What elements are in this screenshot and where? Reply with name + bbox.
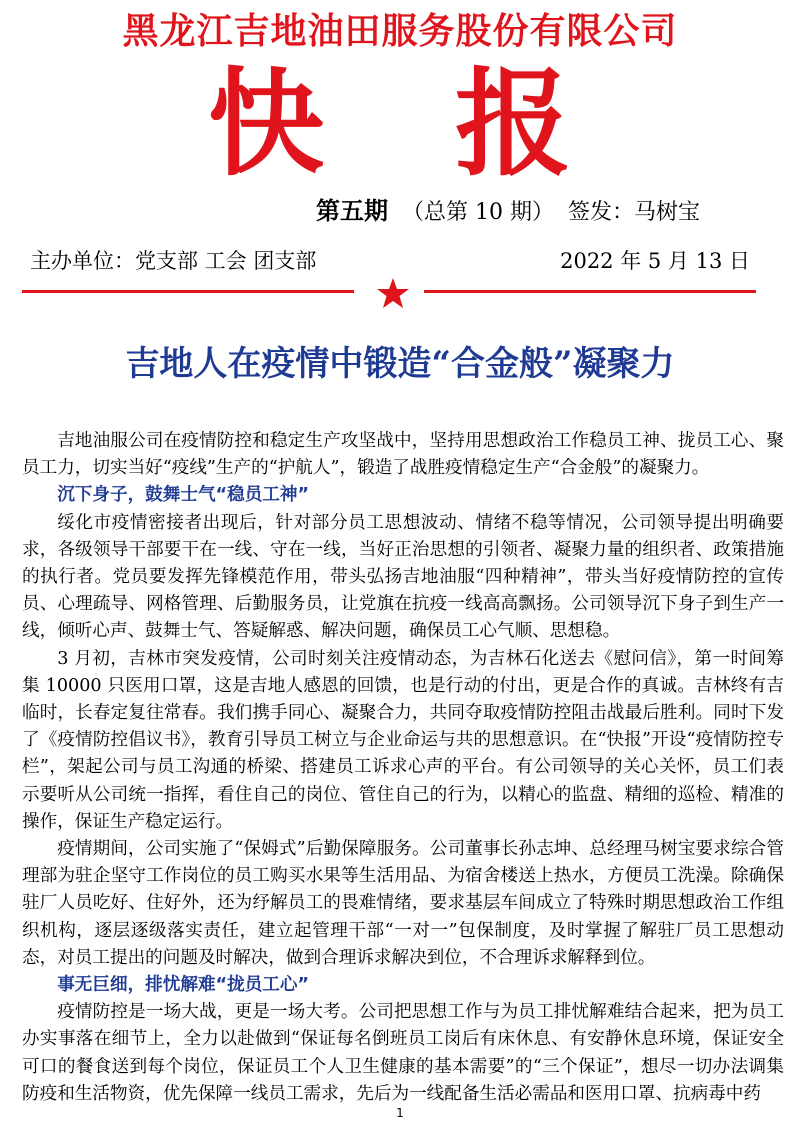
- article-headline: 吉地人在疫情中锻造“合金般”凝聚力: [125, 344, 675, 384]
- publish-date: 2022 年 5 月 13 日: [560, 249, 750, 273]
- paragraph: 疫情防控是一场大战，更是一场大考。公司把思想工作与为员工排忧解难结合起来，把为员工办实事落在细节上，全力以赴做到“保证每名倒班员工岗后有床休息、有安静休息环境，保证安全可口的餐食送到每个岗位，保证员工个人卫生健康的基本需要”的“三个保证”，想尽一切办法调集防疫和生活物资，优先保障一线员工需求，先后为一线配备生活必需品和医用口罩、抗病毒中药: [22, 1002, 784, 1104]
- organizers: 主办单位：党支部 工会 团支部: [30, 249, 317, 273]
- issue-info: [316, 196, 700, 228]
- signer: 签发：马树宝: [567, 200, 700, 225]
- red-star-icon: [376, 277, 410, 309]
- page-number: 1: [396, 1106, 404, 1120]
- paragraph: 3 月初，吉林市突发疫情，公司时刻关注疫情动态，为吉林石化送去《慰问信》，第一时间筹集 10000 只医用口罩，这是吉地人感恩的回馈，也是行动的付出，更是合作的真诚。吉林终有吉临时，长春定复往常春。我们携手同心、凝聚合力，共同夺取疫情防控阻击战最后胜利。同时下发了《疫情防控倡议书》，教育引导员工树立与企业命运与共的思想意识。在“快报”开设“疫情防控专栏”，架起公司与员工沟通的桥梁、搭建员工诉求心声的平台。有公司领导的关心关怀，员工们表示要听从公司统一指挥，看住自己的岗位、管住自己的行为，以精心的监盘、精细的巡检、精准的操作，保证生产稳定运行。: [22, 648, 784, 832]
- organizer-line: [30, 246, 750, 276]
- intro-paragraph: 吉地油服公司在疫情防控和稳定生产攻坚战中，坚持用思想政治工作稳员工神、拢员工心、聚员工力，切实当好“疫线”生产的“护航人”，锻造了战胜疫情稳定生产“合金般”的凝聚力。: [22, 431, 784, 479]
- company-name: 黑龙江吉地油田服务股份有限公司: [122, 11, 678, 52]
- issue-number: 第五期: [316, 196, 388, 225]
- section-heading: 事无巨细，排忧解难“拢员工心”: [57, 975, 310, 996]
- divider-right: [424, 290, 756, 293]
- article-body: [22, 428, 784, 1108]
- issue-total: （总第 10 期）: [402, 200, 554, 225]
- section-heading: 沉下身子，鼓舞士气“稳员工神”: [57, 485, 310, 506]
- divider-left: [22, 290, 354, 293]
- title-char-bao: 报: [455, 57, 571, 192]
- title-char-kuai: 快: [208, 57, 324, 192]
- newsletter-title: [0, 57, 800, 192]
- paragraph: 疫情期间，公司实施了“保姆式”后勤保障服务。公司董事长孙志坤、总经理马树宝要求综合管理部为驻企坚守工作岗位的员工购买水果等生活用品、为宿舍楼送上热水，方便员工洗澡。除确保驻厂人员吃好、住好外，还为纾解员工的畏难情绪，要求基层车间成立了特殊时期思想政治工作组织机构，逐层逐级落实责任，建立起管理干部“一对一”包保制度，及时掌握了解驻厂员工思想动态，对员工提出的问题及时解决，做到合理诉求解决到位，不合理诉求解释到位。: [22, 839, 784, 968]
- paragraph: 绥化市疫情密接者出现后，针对部分员工思想波动、情绪不稳等情况，公司领导提出明确要求，各级领导干部要干在一线、守在一线，当好正治思想的引领者、凝聚力量的组织者、政策措施的执行者。党员要发挥先锋模范作用，带头弘扬吉地油服“四种精神”，带头当好疫情防控的宣传员、心理疏导、网格管理、后勤服务员，让党旗在抗疫一线高高飘扬。公司领导沉下身子到生产一线，倾听心声、鼓舞士气、答疑解惑、解决问题，确保员工心气顺、思想稳。: [22, 512, 784, 642]
